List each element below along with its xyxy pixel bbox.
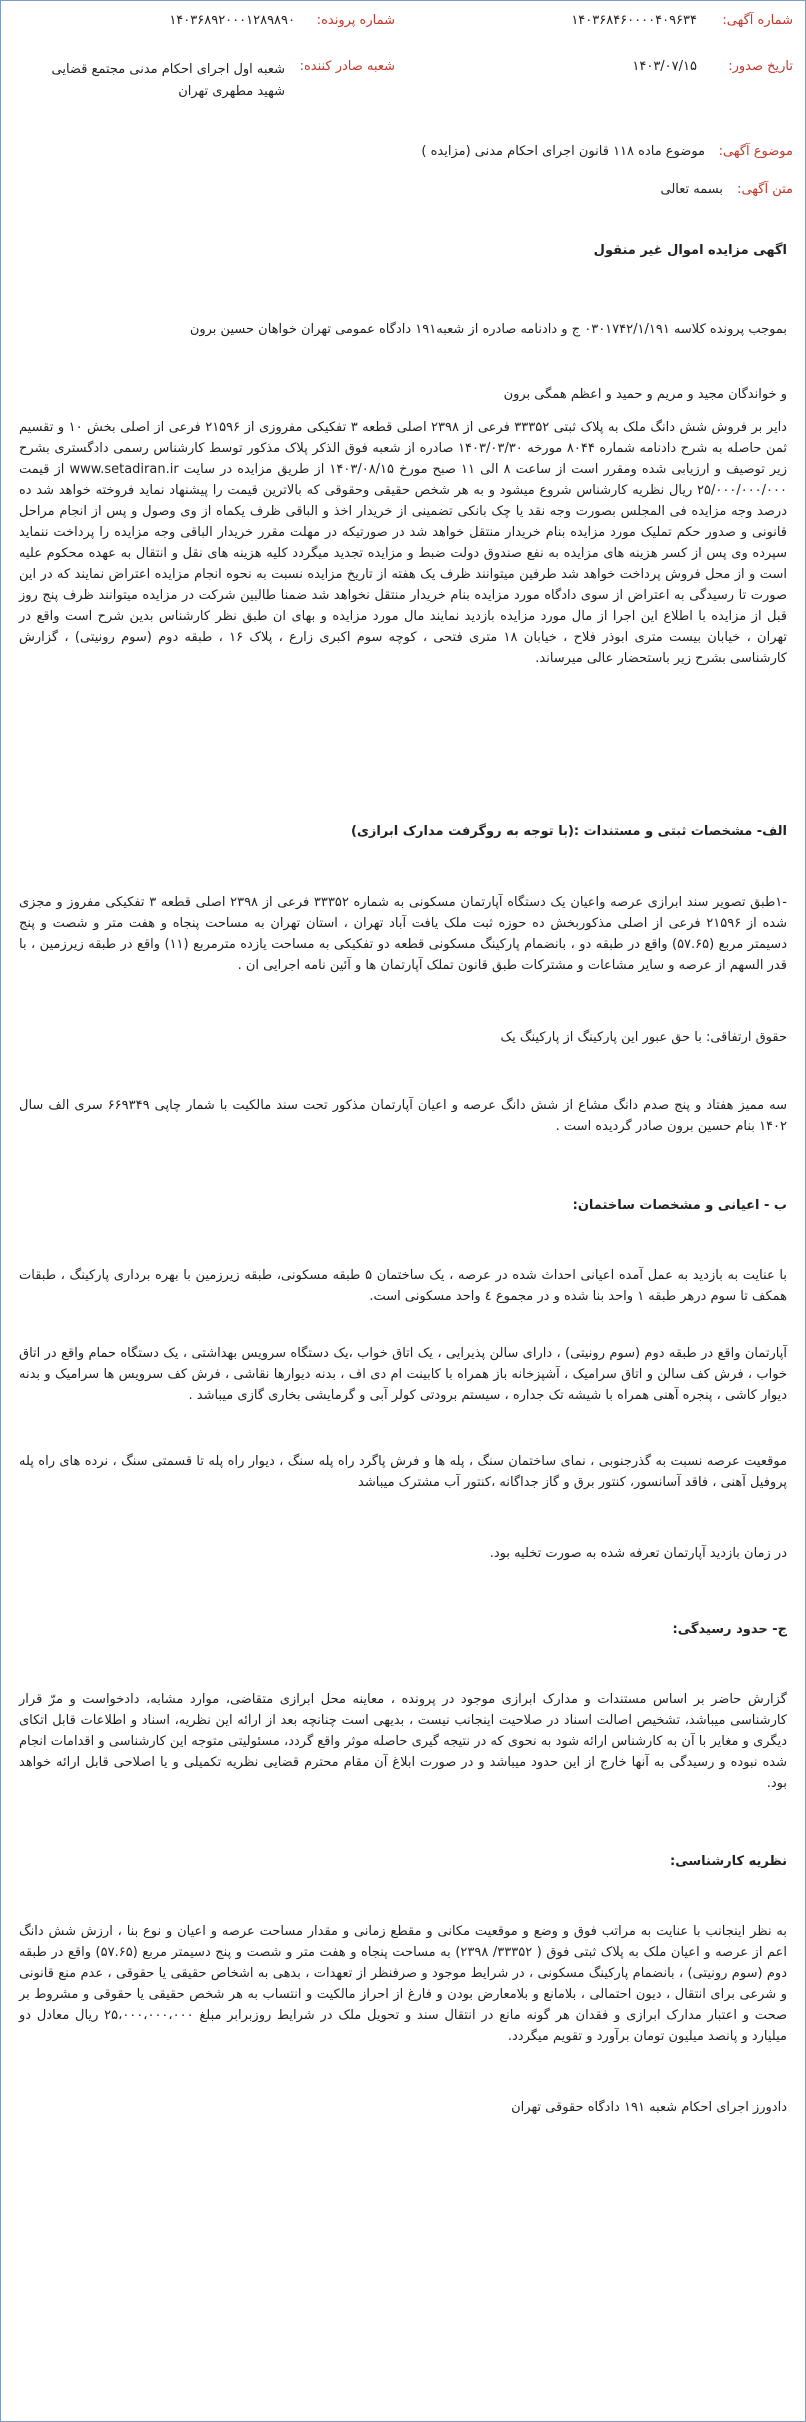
- ad-number-label: شماره آگهی:: [722, 13, 793, 28]
- section-c-paragraph: گزارش حاضر بر اساس مستندات و مدارک ابرازی موجود در پرونده ، معاینه محل ابرازی متقاضی، موارد مشابه، دادخواست و مرّ قرار کارشناسی میباشد، تشخیص اصالت اسناد در صلاحیت اینجانب نیست ، بدیهی است چنانچه بعد از ارائه این نظریه، اسناد و اطلاعات قابل اتکای دیگری و مغایر با آن به کارشناس ارائه شود به نحوی که در نتیجه گیری حاصله موثر واقع گردد، مسئولیتی متوجه این کارشناسی و اقدامات انجام شده نبوده و رسیدگی به آنها خارج از این حدود میباشد و در صورت ابلاغ آن مقام محترم قضایی نظریه تکمیلی و یا اصلاحی قابل ارائه خواهد بود.: [19, 1692, 787, 1791]
- issuing-branch-value: شعبه اول اجرای احکام مدنی مجتمع قضایی شهید مطهری تهران: [51, 62, 285, 99]
- signature-line: دادورز اجرای احکام شعبه ۱۹۱ دادگاه حقوقی تهران: [511, 2100, 787, 2115]
- intro-paragraph: دایر بر فروش شش دانگ ملک به پلاک ثبتی ۳۳۳۵۲ فرعی از ۲۳۹۸ اصلی قطعه ۳ تفکیکی مفروزی از ۲۱۵۹۶ فرعی از اصلی بخش ۱۰ و تقسیم ثمن حاصله به شرح دادنامه شماره ۸۰۴۴ مورخه ۱۴۰۳/۰۳/۳۰ صادره از شعبه فوق الذکر پلاک مذکور توسط کارشناس رسمی دادگستری بشرح زیر توصیف و ارزیابی شده ومقرر است از ساعت ۸ الی ۱۱ صبح مورخ ۱۴۰۳/۰۸/۱۵ از طریق مزایده در سایت www.setadiran.ir از قیمت ۲۵/۰۰۰/۰۰۰/۰۰۰ ریال نظریه کارشناس شروع میشود و به هر شخص حقیقی وحقوقی که بالاترین قیمت را پیشنهاد نماید فروخته خواهد شد ده درصد وجه مزایده فی المجلس بصورت وجه نقد یا چک بانکی تضمینی از خریدار اخذ و الباقی ظرف یکماه از وی وصول و پس از انجام مراحل قانونی و صدور حکم تملیک مورد مزایده بنام خریدار منتقل خواهد شد در صورتیکه در مهلت مقرر خریدار الباقی وجه مزایده را پرداخت ننماید سپرده وی پس از کسر هزینه های مزایده به نفع صندوق دولت ضبط و مزایده تجدید میگردد کلیه هزینه های نقل و انتقال به عهده محکوم علیه است و از محل فروش پرداخت خواهد شد طرفین میتوانند ظرف یک هفته از تاریخ مزایده نسبت به نحوه انجام مزایده اعتراض نمایند که در این صورت تا رسیدگی به اعتراض از سوی دادگاه مورد مزایده بنام خریدار منتقل نخواهد شد ضمنا طالبین شرکت در مزایده میتوانند ظرف پنج روز قبل از مزایده با اطلاع این اجرا از مال مورد مزایده بازدید نمایند مال مورد مزایده و بهای ان طبق نظر کارشناس بدین شرح است واقع در تهران ، خیابان بیست متری ابوذر فلاح ، خیابان ۱۸ متری فتحی ، کوچه سوم اکبری زارع ، پلاک ۱۶ ، طبقه دوم (سوم رونیتی) ، گزارش کارشناسی بشرح زیر باستحضار عالی میرساند.: [19, 420, 788, 666]
- section-d-paragraph: به نظر اینجانب با عنایت به مراتب فوق و وضع و موقعیت مکانی و مقطع زمانی و مقدار مساحت عرصه و اعیان و نوع بنا ، ارزش شش دانگ اعم از عرصه و اعیان ملک به پلاک ثبتی فوق ( ۳۳۳۵۲/ ۲۳۹۸) به مساحت پنجاه و هفت متر و شصت و پنج دسیمتر مربع (۵۷.۶۵) واقع در طبقه دوم (سوم رونیتی) ، بانضمام پارکینگ مسکونی ، در شرایط موجود و صرفنظر از تعهدات ، بدهی به اشخاص حقیقی یا حقوقی ، عدم منع قانونی و شرعی برای انتقال ، دیون احتمالی ، بلامانع و بلامعارض بودن و فارغ از احراز مالکیت و انتساب به هر شخص حقیقی یا حقوقی و مشروط بر صحت و اعتبار مدارک ابرازی و فقدان هر گونه مانع در انتقال سند و تحویل ملک در شرایط روزبرابر مبلغ ۲۵،۰۰۰،۰۰۰،۰۰۰ ریال معادل دو میلیارد و پانصد میلیون تومان برآورد و تقویم میگردد.: [19, 1924, 788, 2044]
- issue-date-label: تاریخ صدور:: [728, 59, 793, 74]
- section-d-title: نظریه کارشناسی:: [670, 1854, 787, 1869]
- body-value: بسمه تعالی: [660, 182, 723, 197]
- section-a-easement: حقوق ارتفاقی: با حق عبور این پارکینگ از پارکینگ یک: [500, 1030, 787, 1045]
- ad-number-value: ۱۴۰۳۶۸۴۶۰۰۰۰۴۰۹۶۳۴: [571, 13, 697, 28]
- body-label: متن آگهی:: [737, 182, 793, 197]
- section-a-title: الف- مشخصات ثبتی و مستندات :(با توجه به روگرفت مدارک ابرازی): [351, 824, 787, 839]
- section-c-title: ج- حدود رسیدگی:: [672, 1622, 787, 1637]
- issue-date-value: ۱۴۰۳/۰۷/۱۵: [632, 59, 697, 74]
- issuing-branch-label: شعبه صادر کننده:: [299, 59, 395, 74]
- section-a-paragraph-2: سه ممیز هفتاد و پنج صدم دانگ مشاع از شش دانگ عرصه و اعیان آپارتمان مذکور تحت سند مالکیت با شمار چاپی ۶۶۹۳۴۹ سری الف سال ۱۴۰۲ بنام حسین برون صادر گردیده است .: [19, 1098, 787, 1134]
- subject-label: موضوع آگهی:: [718, 144, 793, 159]
- doc-title: اگهی مزایده اموال غیر منقول: [593, 243, 787, 258]
- subject-value: موضوع ماده ۱۱۸ قانون اجرای احکام مدنی (مزایده ): [421, 144, 705, 159]
- section-a-paragraph-1: -۱طبق تصویر سند ابرازی عرصه واعیان یک دستگاه آپارتمان مسکونی به شماره ۳۳۳۵۲ فرعی از ۲۳۹۸ اصلی قطعه ۳ تفکیکی مفروز و مجزی شده از ۲۱۵۹۶ فرعی از اصلی مذکوربخش ده حوزه ثبت ملک یافت آباد تهران ، استان تهران به مساحت پنجاه و هفت متر و شصت و پنج دسیمتر مربع (۵۷.۶۵) واقع در طبقه دو ، بانضمام پارکینگ مسکونی قطعه دو تفکیکی به مساحت یازده مترمربع (۱۱) واقع در طبقه زیرزمین ، با قدر السهم از عرصه و سایر مشاعات و مشترکات طبق قانون تملک آپارتمان ها و آئین نامه اجرایی ان .: [19, 895, 787, 973]
- case-number-value: ۱۴۰۳۶۸۹۲۰۰۰۱۲۸۹۸۹۰: [169, 13, 295, 28]
- section-b-paragraph-1: با عنایت به بازدید به عمل آمده اعیانی احداث شده در عرصه ، یک ساختمان ۵ طبقه مسکونی، طبقه زیرزمین با بهره برداری پارکینگ ، طبقات همکف تا سوم درهر طبقه ۱ واحد بنا شده و در مجموع ٤ واحد مسکونی است.: [19, 1268, 787, 1304]
- section-b-title: ب - اعیانی و مشخصات ساختمان:: [572, 1198, 787, 1213]
- case-number-label: شماره پرونده:: [316, 13, 395, 28]
- section-b-paragraph-4: در زمان بازدید آپارتمان تعرفه شده به صورت تخلیه بود.: [489, 1546, 787, 1561]
- section-b-paragraph-2: آپارتمان واقع در طبقه دوم (سوم رونیتی) ، دارای سالن پذیرایی ، یک اتاق خواب ،یک دستگاه سرویس بهداشتی ، یک دستگاه حمام واقع در اتاق خواب ، فرش کف سالن و اتاق سرامیک ، آشپزخانه باز همراه با کابینت ام دی اف ، بدنه دیوارها نقاشی ، فرش کف سرویس ها سرامیک و بدنه دیوار کاشی ، پنجره آهنی همراه با شیشه تک جداره ، سیستم برودتی کولر آبی و گرمایشی بخاری گازی میباشد .: [19, 1346, 787, 1403]
- section-b-paragraph-3: موقعیت عرصه نسبت به گذرجنوبی ، نمای ساختمان سنگ ، پله ها و فرش پاگرد راه پله سنگ ، دیوار راه پله تا قسمتی سنگ ، نرده های راه پله پروفیل آهنی ، فاقد آسانسور، کنتور برق و گاز جداگانه ،کنتور آب مشترک میباشد: [19, 1454, 787, 1490]
- parties-line: و خواندگان مجید و مریم و حمید و اعظم همگی برون: [503, 387, 787, 402]
- case-line: بموجب پرونده کلاسه ۰۳۰۱۷۴۲/۱/۱۹۱ ج و دادنامه صادره از شعبه۱۹۱ دادگاه عمومی تهران خواهان حسین برون: [189, 322, 787, 337]
